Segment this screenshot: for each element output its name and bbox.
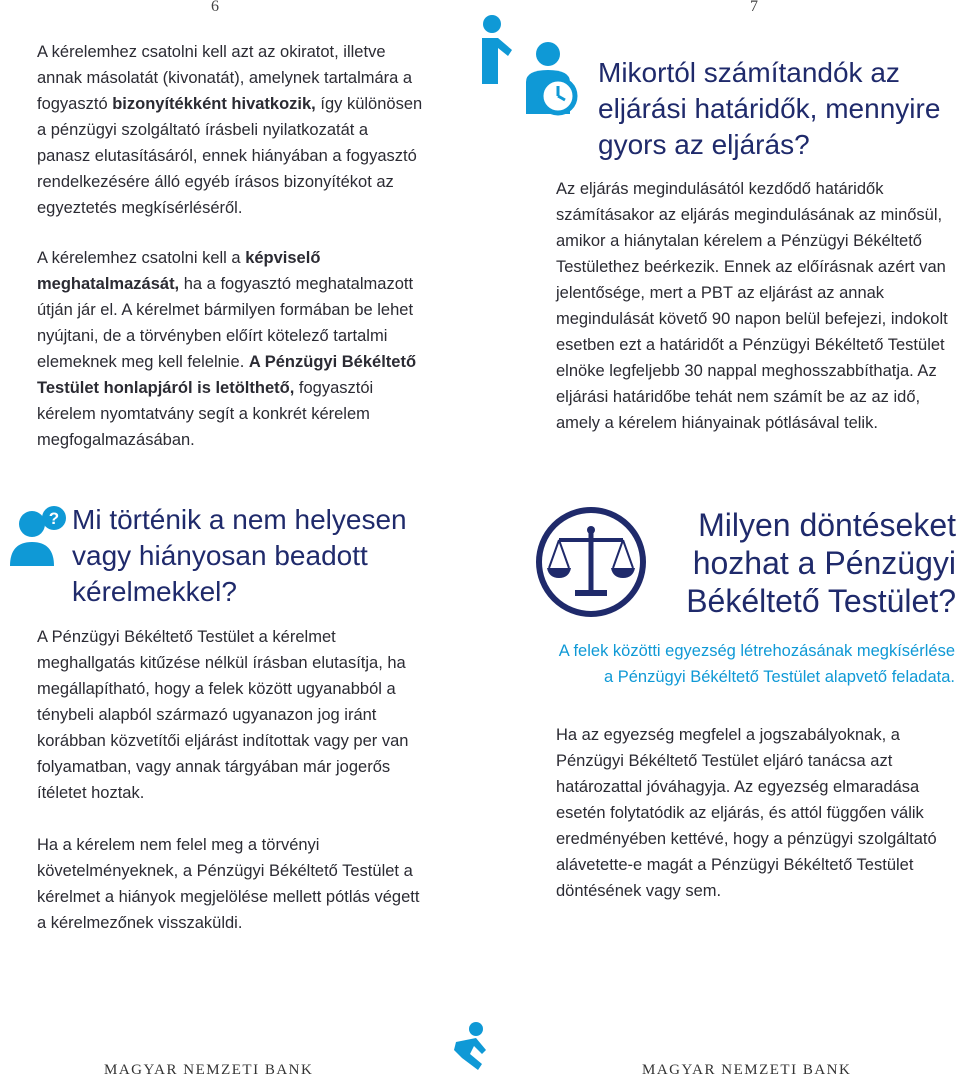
paragraph-rejection: A Pénzügyi Békéltető Testület a kérelmet meghallgatás kitűzése nélkül írásban elutasítja, ha megállapítható, hogy a felek között ugyanabból a ténybeli alapból származó ugyanazon jog iránt korábban közvetítői eljárást indítottak vagy per van folyamatban, vagy annak tárgyában már jogerős ítéletet hoztak.: [37, 628, 409, 802]
svg-text:?: ?: [48, 509, 60, 528]
heading-deadlines: Mikortól számítandók az eljárási határidők, mennyire gyors az eljárás?: [598, 57, 941, 160]
person-clock-icon: [522, 40, 584, 116]
page-number-left: 6: [211, 0, 219, 15]
footer-left: MAGYAR NEMZETI BANK: [104, 1062, 314, 1078]
left-column: [37, 39, 425, 453]
runner-logo-icon: [448, 1020, 498, 1072]
paragraph-representative: A kérelemhez csatolni kell a képviselő meghatalmazását, ha a fogyasztó meghatalmazott útján jár el. A kérelmet bármilyen formában be lehet nyújtani, de a törvényben előírt kötelező tartalmi elemeknek meg kell felelnie. A Pénzügyi Békéltető Testület honlapjáról is letölthető, fogyasztói kérelem nyomtatvány segít a konkrét kérelem megfogalmazásában.: [37, 249, 417, 449]
footer-right: MAGYAR NEMZETI BANK: [642, 1062, 852, 1078]
scales-icon: [535, 506, 647, 618]
heading-incorrect-requests: Mi történik a nem helyesen vagy hiányosan beadott kérelmekkel?: [72, 504, 407, 607]
page-number-right: 7: [750, 0, 758, 15]
paragraph-deficiencies: Ha a kérelem nem felel meg a törvényi követelményeknek, a Pénzügyi Békéltető Testület a kérelmet a hiányok megjelölése mellett pótlás végett a kérelmezőnek visszaküldi.: [37, 836, 420, 932]
person-fragment-icon: [478, 10, 518, 86]
right-column-lower: [556, 638, 955, 904]
person-question-icon: [8, 504, 70, 570]
heading-decisions: Milyen döntéseket hozhat a Pénzügyi Békéltető Testület?: [686, 507, 956, 619]
paragraph-attachment: A kérelemhez csatolni kell azt az okiratot, illetve annak másolatát (kivonatát), amelynek tartalmára a fogyasztó bizonyítékként hivatkozik, így különösen a pénzügyi szolgáltató írásbeli nyilatkozatát a panasz elutasításáról, ennek hiányában a fogyasztó rendelkezésére álló egyéb írásos bizonyítékot az egyeztetés megkísérléséről.: [37, 43, 423, 217]
right-column-upper: [556, 176, 955, 436]
left-column-lower: [37, 624, 425, 936]
paragraph-highlight: A felek közötti egyezség létrehozásának megkísérlése a Pénzügyi Békéltető Testület alapvető feladata.: [558, 642, 955, 686]
paragraph-deadlines: Az eljárás megindulásától kezdődő határidők számításakor az eljárás megindulásának az minősül, amikor a hiánytalan kérelem a Pénzügyi Békéltető Testülethez beérkezik. Ennek az előírásnak azért van jelentősége, mert a PBT az eljárást az annak megindulását követő 90 napon belül befejezi, indokolt esetben ezt a határidőt a Pénzügyi Békéltető Testület elnöke legfeljebb 30 nappal meghosszabbíthatja. Az eljárási határidőbe tehát nem számít be az az idő, amely a kérelem hiányainak pótlásával telik.: [556, 180, 948, 432]
paragraph-settlement: Ha az egyezség megfelel a jogszabályoknak, a Pénzügyi Békéltető Testület eljáró tanácsa azt határozattal jóváhagyja. Az egyezség elmaradása esetén folytatódik az eljárás, és attól függően válik eredményében kettévé, hogy a pénzügyi szolgáltató alávetette-e magát a Pénzügyi Békéltető Testület döntésének vagy sem.: [556, 726, 937, 900]
